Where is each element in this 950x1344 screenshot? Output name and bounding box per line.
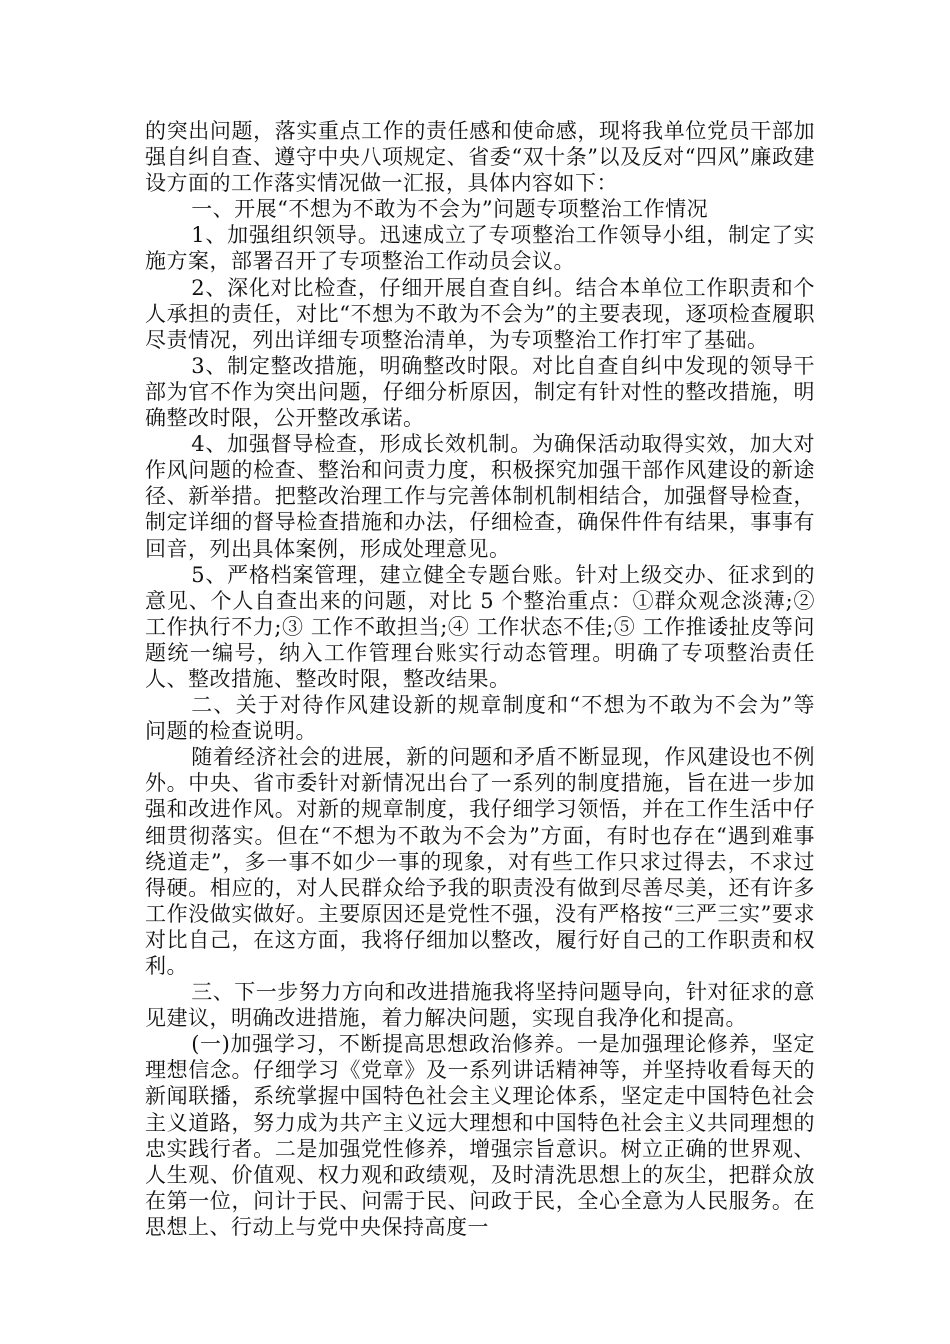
- intro-paragraph: 的突出问题，落实重点工作的责任感和使命感，现将我单位党员干部加强自纠自查、遵守中央八项规定、省委“双十条”以及反对“四风”廉政建设方面的工作落实情况做一汇报，具体内容如下：: [145, 119, 815, 196]
- body-paragraph: (一)加强学习，不断提高思想政治修养。一是加强理论修养，坚定理想信念。仔细学习《党章》及一系列讲话精神等，并坚持收看每天的新闻联播，系统掌握中国特色社会主义理论体系，坚定走中国特色社会主义道路，努力成为共产主义远大理想和中国特色社会主义共同理想的忠实践行者。二是加强党性修养，增强宗旨意识。树立正确的世界观、人生观、价值观、权力观和政绩观，及时清洗思想上的灰尘，把群众放在第一位，问计于民、问需于民、问政于民，全心全意为人民服务。在思想上、行动上与党中央保持高度一: [145, 1032, 815, 1239]
- body-paragraph: 随着经济社会的进展，新的问题和矛盾不断显现，作风建设也不例外。中央、省市委针对新情况出台了一系列的制度措施，旨在进一步加强和改进作风。对新的规章制度，我仔细学习领悟，并在工作生活中仔细贯彻落实。但在“不想为不敢为不会为”方面，有时也存在“遇到难事绕道走”，多一事不如少一事的现象，对有些工作只求过得去，不求过得硬。相应的，对人民群众给予我的职责没有做到尽善尽美，还有许多工作没做实做好。主要原因还是党性不强，没有严格按“三严三实”要求对比自己，在这方面，我将仔细加以整改，履行好自己的工作职责和权利。: [145, 745, 815, 978]
- section-heading-1: 一、开展“不想为不敢为不会为”问题专项整治工作情况: [191, 197, 709, 222]
- body-paragraph: 5、严格档案管理，建立健全专题台账。针对上级交办、征求到的意见、个人自查出来的问题，对比 5 个整治重点：①群众观念淡薄;② 工作执行不力;③ 工作不敢担当;④ 工作状态不佳;⑤ 工作推诿扯皮等问题统一编号，纳入工作管理台账实行动态管理。明确了专项整治责任人、整改措施、整改时限，整改结果。: [145, 562, 815, 691]
- body-paragraph: 3、制定整改措施，明确整改时限。对比自查自纠中发现的领导干部为官不作为突出问题，仔细分析原因，制定有针对性的整改措施，明确整改时限，公开整改承诺。: [145, 353, 815, 431]
- section-heading-2: 二、关于对待作风建设新的规章制度和“不想为不敢为不会为”等问题的检查说明。: [145, 693, 815, 744]
- body-paragraph: 1、加强组织领导。迅速成立了专项整治工作领导小组，制定了实施方案，部署召开了专项整治工作动员会议。: [145, 223, 815, 274]
- document-page: [145, 118, 815, 1240]
- body-paragraph: 4、加强督导检查，形成长效机制。为确保活动取得实效，加大对作风问题的检查、整治和问责力度，积极探究加强干部作风建设的新途径、新举措。把整改治理工作与完善体制机制相结合，加强督导检查，制定详细的督导检查措施和办法，仔细检查，确保件件有结果，事事有回音，列出具体案例，形成处理意见。: [145, 432, 815, 561]
- body-paragraph: 2、深化对比检查，仔细开展自查自纠。结合本单位工作职责和个人承担的责任，对比“不想为不敢为不会为”的主要表现，逐项检查履职尽责情况，列出详细专项整治清单，为专项整治工作打牢了基础。: [145, 275, 815, 352]
- section-heading-3: 三、下一步努力方向和改进措施我将坚持问题导向，针对征求的意见建议，明确改进措施，着力解决问题，实现自我净化和提高。: [145, 980, 815, 1031]
